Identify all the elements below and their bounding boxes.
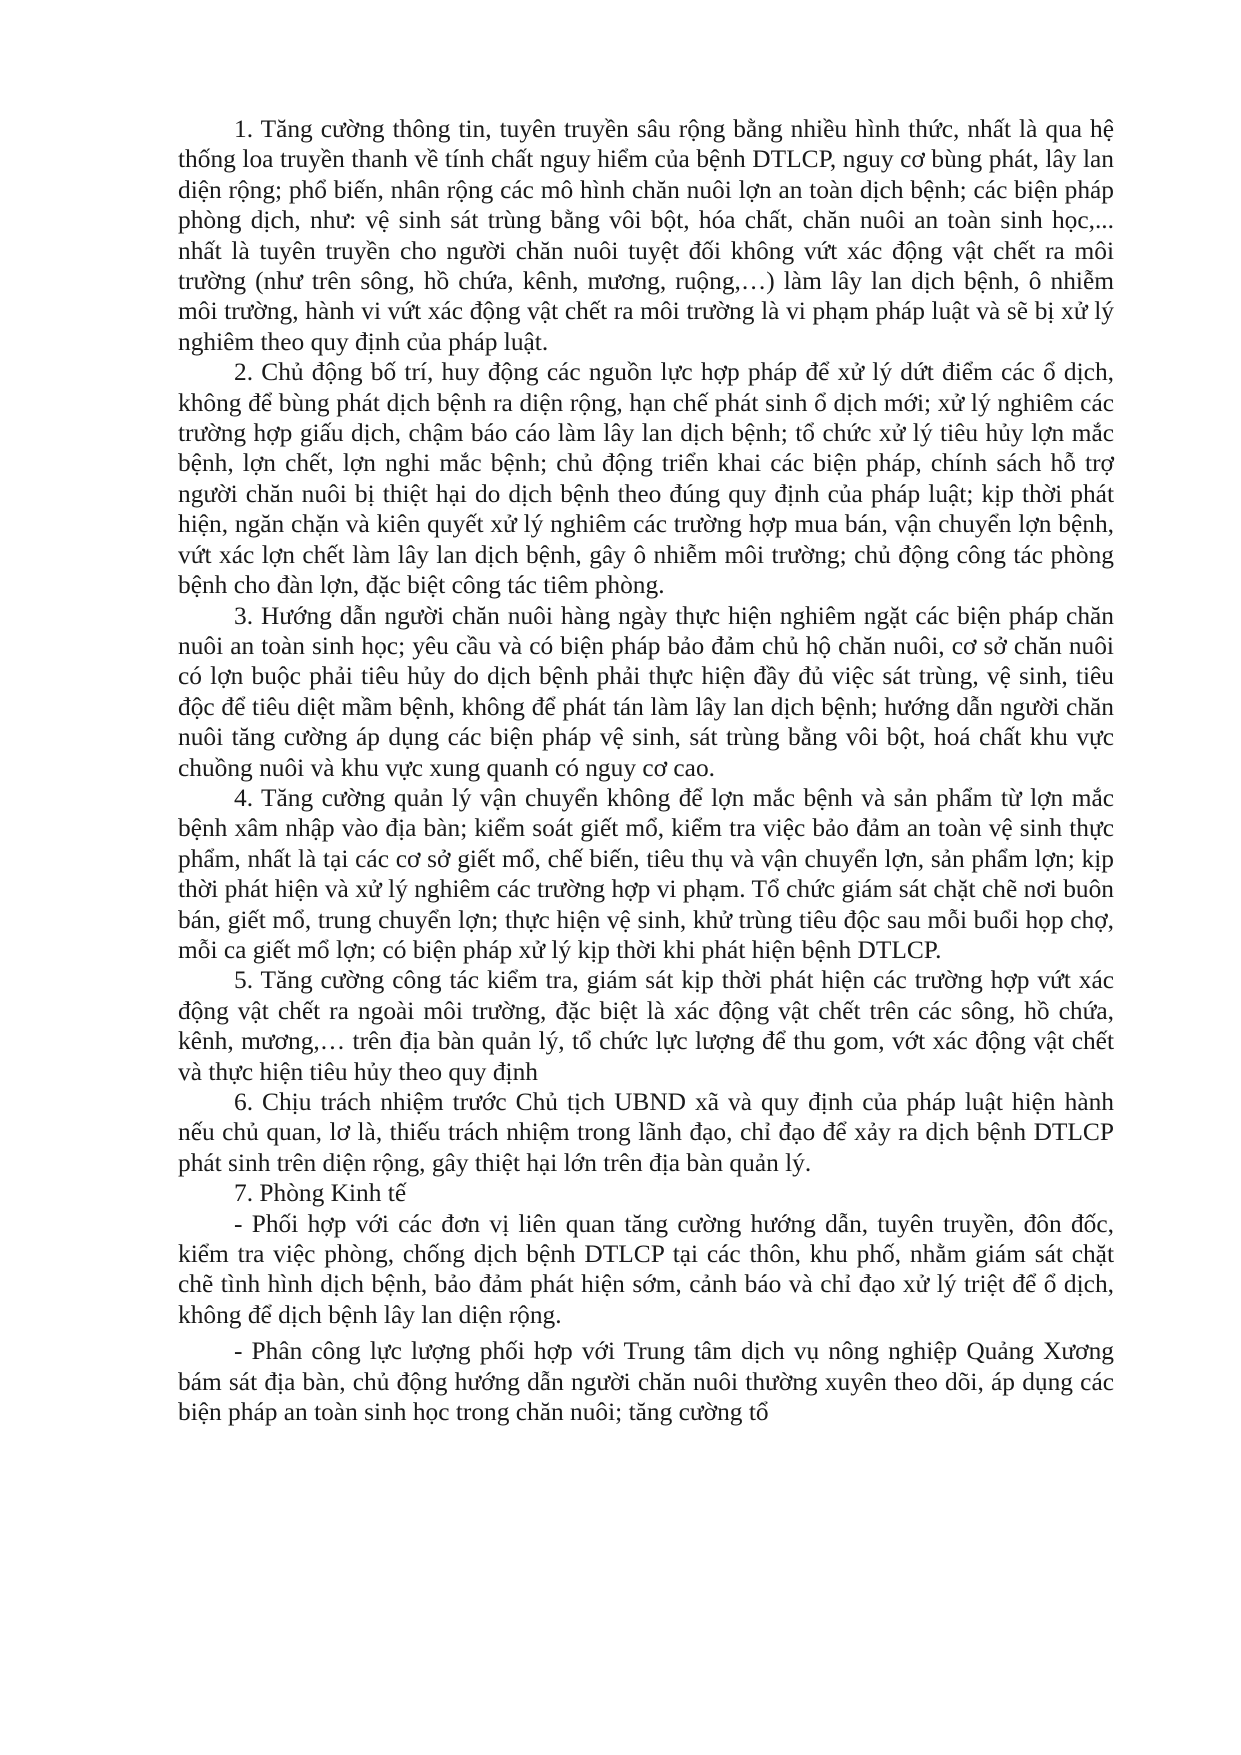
paragraph-6-responsibility: 6. Chịu trách nhiệm trước Chủ tịch UBND xã và quy định của pháp luật hiện hành nếu chủ quan, lơ là, thiếu trách nhiệm trong lãnh đạo, chỉ đạo để xảy ra dịch bệnh DTLCP phát sinh trên diện rộng, gây thiệt hại lớn trên địa bàn quản lý. bbox=[178, 1088, 1114, 1177]
section-heading-economic-office: 7. Phòng Kinh tế bbox=[234, 1179, 407, 1208]
document-page bbox=[178, 114, 1114, 1427]
paragraph-5-inspection: 5. Tăng cường công tác kiểm tra, giám sát kịp thời phát hiện các trường hợp vứt xác động vật chết ra ngoài môi trường, đặc biệt là xác động vật chết trên các sông, hồ chứa, kênh, mương,… trên địa bàn quản lý, tổ chức lực lượng để thu gom, vớt xác động vật chết và thực hiện tiêu hủy theo quy định bbox=[178, 966, 1114, 1086]
paragraph-economic-office-assignment: - Phân công lực lượng phối hợp với Trung tâm dịch vụ nông nghiệp Quảng Xương bám sát địa bàn, chủ động hướng dẫn người chăn nuôi thường xuyên theo dõi, áp dụng các biện pháp an toàn sinh học trong chăn nuôi; tăng cường tổ bbox=[178, 1337, 1114, 1427]
paragraph-3-biosecurity: 3. Hướng dẫn người chăn nuôi hàng ngày thực hiện nghiêm ngặt các biện pháp chăn nuôi an toàn sinh học; yêu cầu và có biện pháp bảo đảm chủ hộ chăn nuôi, cơ sở chăn nuôi có lợn buộc phải tiêu hủy do dịch bệnh phải thực hiện đầy đủ việc sát trùng, vệ sinh, tiêu độc để tiêu diệt mầm bệnh, không để phát tán làm lây lan dịch bệnh; hướng dẫn người chăn nuôi tăng cường áp dụng các biện pháp vệ sinh, sát trùng bằng vôi bột, hoá chất khu vực chuồng nuôi và khu vực xung quanh có nguy cơ cao. bbox=[178, 601, 1114, 782]
paragraph-1-communication: 1. Tăng cường thông tin, tuyên truyền sâu rộng bằng nhiều hình thức, nhất là qua hệ thống loa truyền thanh về tính chất nguy hiểm của bệnh DTLCP, nguy cơ bùng phát, lây lan diện rộng; phổ biến, nhân rộng các mô hình chăn nuôi lợn an toàn dịch bệnh; các biện pháp phòng dịch, như: vệ sinh sát trùng bằng vôi bột, hóa chất, chăn nuôi an toàn sinh học,... nhất là tuyên truyền cho người chăn nuôi tuyệt đối không vứt xác động vật chết ra môi trường (như trên sông, hồ chứa, kênh, mương, ruộng,…) làm lây lan dịch bệnh, ô nhiễm môi trường, hành vi vứt xác động vật chết ra môi trường là vi phạm pháp luật và sẽ bị xử lý nghiêm theo quy định của pháp luật. bbox=[178, 115, 1114, 356]
paragraph-4-transport-control: 4. Tăng cường quản lý vận chuyển không để lợn mắc bệnh và sản phẩm từ lợn mắc bệnh xâm nhập vào địa bàn; kiểm soát giết mổ, kiểm tra việc bảo đảm an toàn vệ sinh thực phẩm, nhất là tại các cơ sở giết mổ, chế biến, tiêu thụ và vận chuyển lợn, sản phẩm lợn; kịp thời phát hiện và xử lý nghiêm các trường hợp vi phạm. Tổ chức giám sát chặt chẽ nơi buôn bán, giết mổ, trung chuyển lợn; thực hiện vệ sinh, khử trùng tiêu độc sau mỗi buổi họp chợ, mỗi ca giết mổ lợn; có biện pháp xử lý kịp thời khi phát hiện bệnh DTLCP. bbox=[178, 783, 1114, 964]
paragraph-2-resources: 2. Chủ động bố trí, huy động các nguồn lực hợp pháp để xử lý dứt điểm các ổ dịch, không để bùng phát dịch bệnh ra diện rộng, hạn chế phát sinh ổ dịch mới; xử lý nghiêm các trường hợp giấu dịch, chậm báo cáo làm lây lan dịch bệnh; tổ chức xử lý tiêu hủy lợn mắc bệnh, lợn chết, lợn nghi mắc bệnh; chủ động triển khai các biện pháp, chính sách hỗ trợ người chăn nuôi bị thiệt hại do dịch bệnh theo đúng quy định của pháp luật; kịp thời phát hiện, ngăn chặn và kiên quyết xử lý nghiêm các trường hợp mua bán, vận chuyển lợn bệnh, vứt xác lợn chết làm lây lan dịch bệnh, gây ô nhiễm môi trường; chủ động công tác phòng bệnh cho đàn lợn, đặc biệt công tác tiêm phòng. bbox=[178, 358, 1114, 600]
paragraph-economic-office-coordination: - Phối hợp với các đơn vị liên quan tăng cường hướng dẫn, tuyên truyền, đôn đốc, kiểm tra việc phòng, chống dịch bệnh DTLCP tại các thôn, khu phố, nhằm giám sát chặt chẽ tình hình dịch bệnh, bảo đảm phát hiện sớm, cảnh báo và chỉ đạo xử lý triệt để ổ dịch, không để dịch bệnh lây lan diện rộng. bbox=[178, 1209, 1114, 1329]
